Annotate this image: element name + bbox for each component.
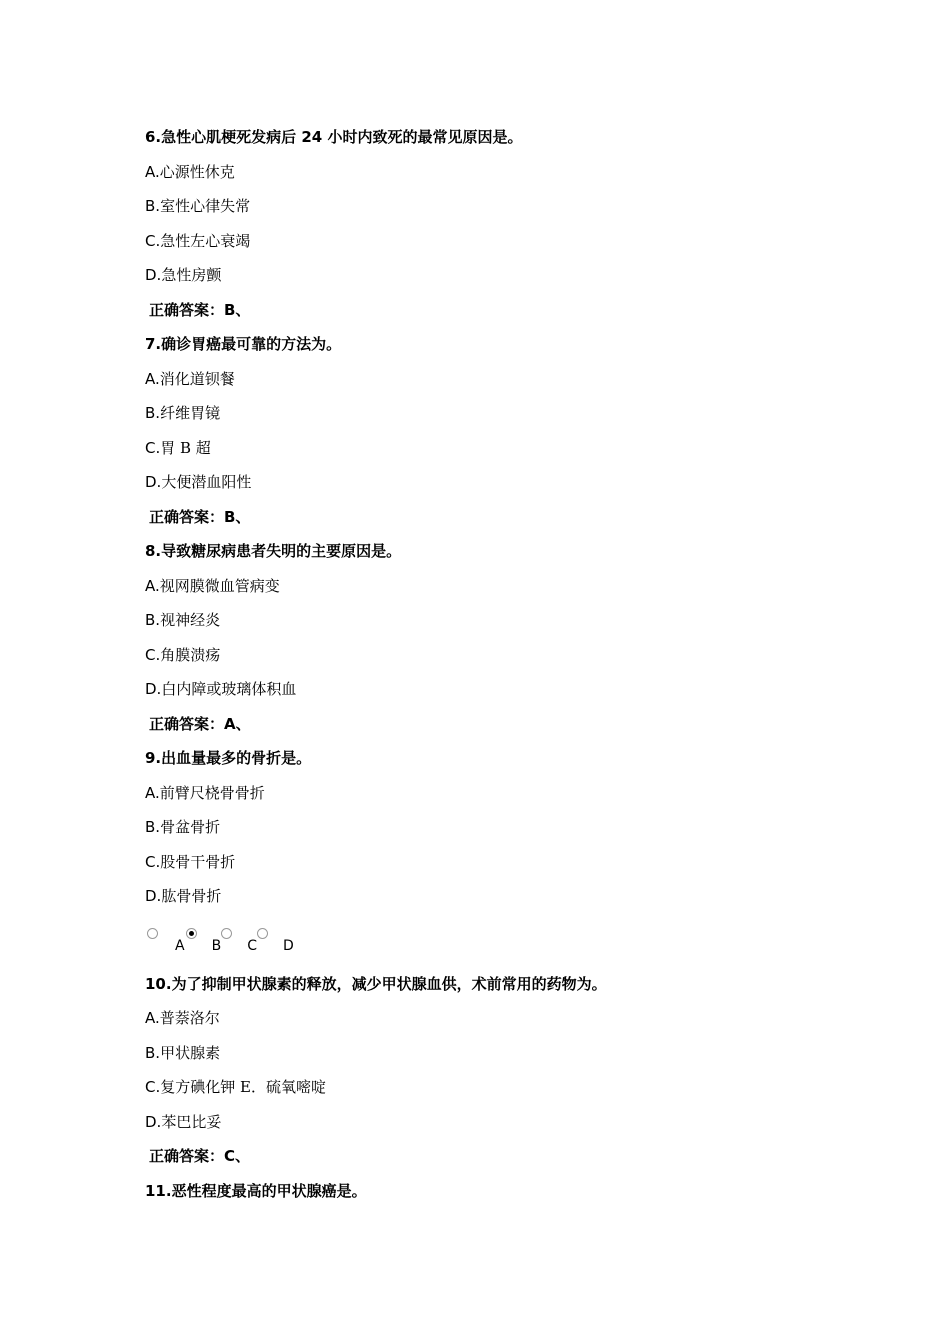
option-c[interactable] <box>145 437 845 472</box>
option-letter: A. <box>145 576 160 595</box>
correct-answer: 正确答案：A、 <box>149 714 251 733</box>
document-page <box>145 126 845 1214</box>
option-b[interactable] <box>145 609 845 644</box>
option-letter: B. <box>145 197 161 215</box>
option-b[interactable] <box>145 816 845 851</box>
option-letter: C. <box>145 231 161 250</box>
option-c[interactable] <box>145 230 845 265</box>
option-text: 纤维胃镜 <box>160 404 221 422</box>
option-text: 肱骨骨折 <box>161 887 222 905</box>
option-text: 心源性休克 <box>159 162 235 181</box>
option-text: 视神经炎 <box>160 611 221 629</box>
option-letter: D. <box>145 1112 162 1131</box>
option-letter: C. <box>145 645 161 664</box>
option-d[interactable] <box>145 1111 845 1146</box>
option-d[interactable] <box>145 471 845 506</box>
option-text: 骨盆骨折 <box>160 818 221 836</box>
option-a[interactable] <box>145 782 845 817</box>
option-a[interactable] <box>145 575 845 610</box>
option-b[interactable] <box>145 1042 845 1077</box>
option-text: 室性心律失常 <box>160 197 251 215</box>
radio-button-d[interactable] <box>257 928 268 939</box>
option-d[interactable] <box>145 678 845 713</box>
option-text: 胃 B 超 <box>160 438 211 457</box>
option-text: 白内障或玻璃体积血 <box>161 680 297 698</box>
option-c[interactable] <box>145 851 845 886</box>
option-text: 视网膜微血管病变 <box>159 576 280 595</box>
option-text: 甲状腺素 <box>160 1043 221 1062</box>
option-letter: A. <box>145 1009 160 1027</box>
question-title: 9.出血量最多的骨折是。 <box>145 749 312 767</box>
radio-label-c: C <box>247 937 257 954</box>
radio-label-b: B <box>211 937 222 954</box>
answer-radio-group <box>145 920 845 973</box>
radio-label-a: A <box>175 937 185 954</box>
option-b[interactable] <box>145 195 845 230</box>
option-letter: C. <box>145 852 161 871</box>
option-b[interactable] <box>145 402 845 437</box>
option-letter: C. <box>145 438 161 457</box>
option-d[interactable] <box>145 264 845 299</box>
radio-button-c[interactable] <box>221 928 232 939</box>
option-c[interactable] <box>145 644 845 679</box>
radio-label-d: D <box>282 937 294 954</box>
option-letter: A. <box>145 369 160 388</box>
option-letter: B. <box>145 611 161 629</box>
option-text: 急性左心衰竭 <box>160 231 251 250</box>
option-a[interactable] <box>145 161 845 196</box>
option-a[interactable] <box>145 368 845 403</box>
option-letter: D. <box>145 887 162 905</box>
option-letter: D. <box>145 473 162 491</box>
option-letter: C. <box>145 1078 161 1096</box>
option-letter: A. <box>145 162 160 181</box>
question-title: 6.急性心肌梗死发病后 24 小时内致死的最常见原因是。 <box>145 128 523 146</box>
option-letter: D. <box>145 680 162 698</box>
option-text: 股骨干骨折 <box>160 852 236 871</box>
option-c[interactable] <box>145 1076 845 1111</box>
option-text: 苯巴比妥 <box>161 1112 222 1131</box>
option-letter: B. <box>145 1043 161 1062</box>
option-d[interactable] <box>145 885 845 920</box>
correct-answer: 正确答案：C、 <box>149 1147 251 1165</box>
correct-answer: 正确答案：B、 <box>149 300 251 319</box>
option-text: 角膜溃疡 <box>160 645 221 664</box>
option-letter: B. <box>145 818 161 836</box>
radio-button-b[interactable] <box>186 928 197 939</box>
question-title: 7.确诊胃癌最可靠的方法为。 <box>145 335 342 353</box>
option-text: 前臂尺桡骨骨折 <box>159 783 265 802</box>
option-text: 消化道钡餐 <box>159 369 235 388</box>
option-letter: B. <box>145 404 161 422</box>
option-text: 普萘洛尔 <box>159 1009 220 1027</box>
option-a[interactable] <box>145 1007 845 1042</box>
option-text: 复方碘化钾 E．硫氧嘧啶 <box>160 1078 326 1096</box>
option-letter: D. <box>145 266 162 284</box>
radio-button-a[interactable] <box>147 928 158 939</box>
option-text: 急性房颤 <box>161 266 222 284</box>
question-title: 10.为了抑制甲状腺素的释放，减少甲状腺血供，术前常用的药物为。 <box>145 974 607 993</box>
question-title: 11.恶性程度最高的甲状腺癌是。 <box>145 1181 367 1200</box>
correct-answer: 正确答案：B、 <box>149 507 251 526</box>
option-letter: A. <box>145 783 160 802</box>
option-text: 大便潜血阳性 <box>161 473 252 491</box>
question-title: 8.导致糖尿病患者失明的主要原因是。 <box>145 542 402 560</box>
